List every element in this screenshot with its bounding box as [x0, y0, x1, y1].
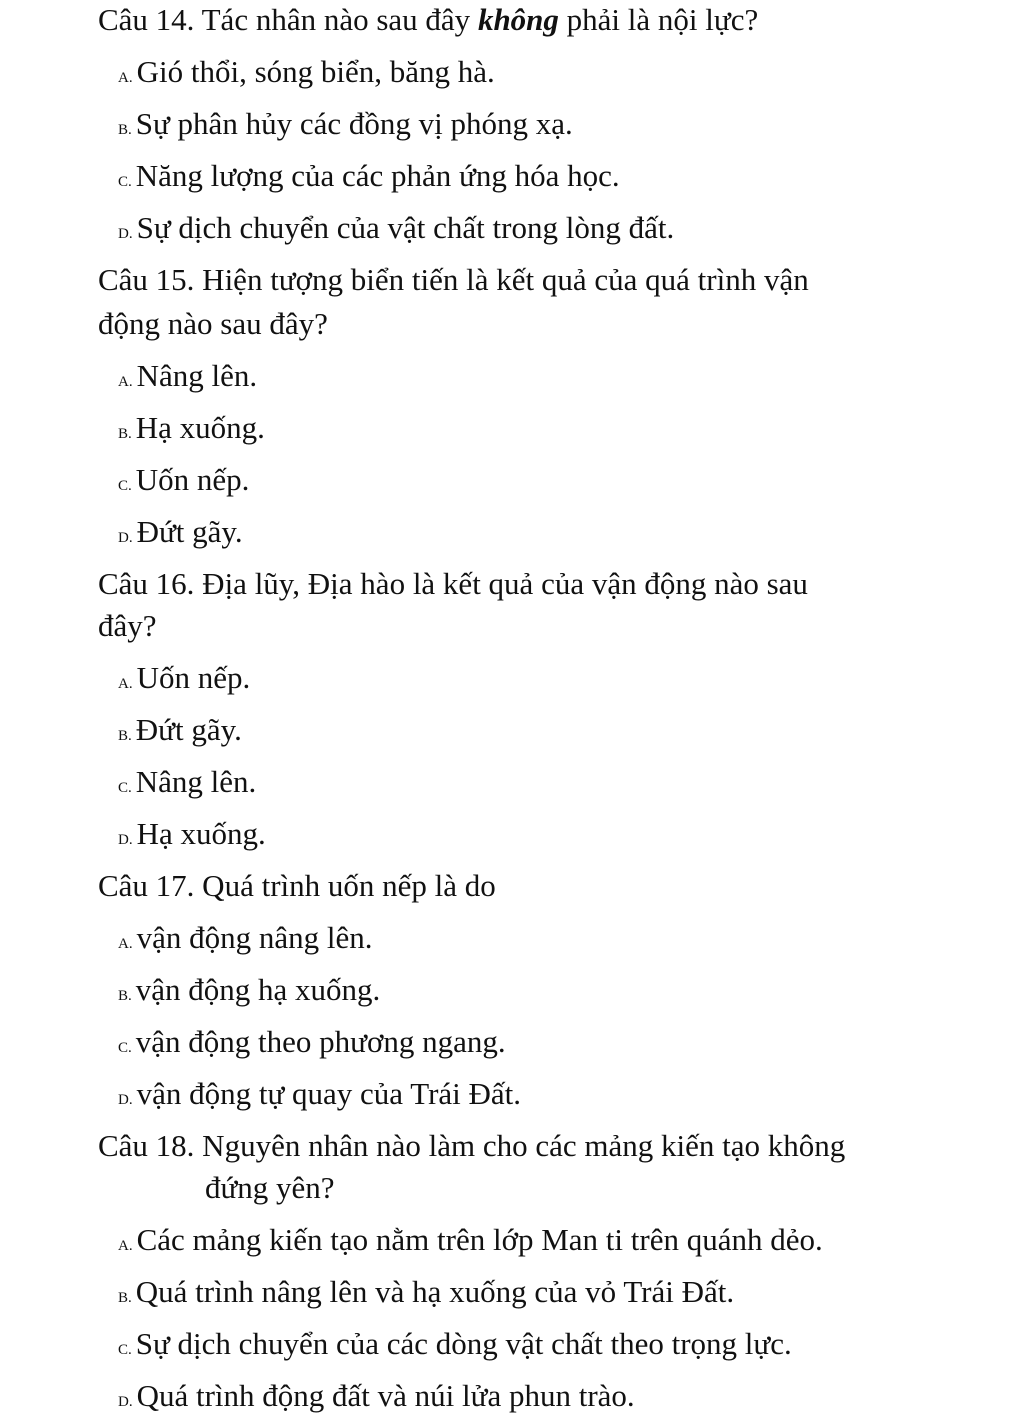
- question-17-title: Câu 17. Quá trình uốn nếp là do: [98, 868, 496, 903]
- option-letter: A.: [118, 374, 133, 390]
- question-16-option-c: [118, 762, 256, 808]
- option-letter: B.: [118, 426, 132, 442]
- option-letter: D.: [118, 226, 133, 242]
- question-17-option-c: [118, 1022, 506, 1068]
- option-letter: C.: [118, 478, 132, 494]
- option-text: Năng lượng của các phản ứng hóa học.: [135, 158, 620, 193]
- question-15-option-a: [118, 356, 257, 402]
- option-letter: A.: [118, 70, 133, 86]
- option-text: vận động tự quay của Trái Đất.: [136, 1076, 522, 1111]
- option-text: Gió thổi, sóng biển, băng hà.: [136, 54, 495, 89]
- question-15-option-c: [118, 460, 249, 506]
- option-text: Nâng lên.: [135, 764, 257, 799]
- option-text: Uốn nếp.: [136, 660, 251, 695]
- option-letter: B.: [118, 988, 132, 1004]
- question-14-option-b: [118, 104, 573, 150]
- option-letter: D.: [118, 1092, 133, 1108]
- question-14-emphasis: không: [477, 2, 559, 37]
- option-letter: A.: [118, 676, 133, 692]
- option-text: Sự dịch chuyển của các dòng vật chất theo trọng lực.: [135, 1326, 792, 1361]
- option-letter: D.: [118, 832, 133, 848]
- question-18-option-b: [118, 1272, 734, 1318]
- option-text: Quá trình động đất và núi lửa phun trào.: [136, 1378, 635, 1413]
- option-letter: C.: [118, 174, 132, 190]
- option-text: vận động nâng lên.: [136, 920, 373, 955]
- option-text: Đứt gãy.: [136, 514, 243, 549]
- option-letter: B.: [118, 728, 132, 744]
- option-text: Uốn nếp.: [135, 462, 250, 497]
- option-letter: C.: [118, 1342, 132, 1358]
- option-letter: C.: [118, 1040, 132, 1056]
- option-letter: B.: [118, 122, 132, 138]
- question-14-title: [98, 0, 758, 40]
- question-16-option-b: [118, 710, 242, 756]
- question-15-option-b: [118, 408, 265, 454]
- option-letter: D.: [118, 530, 133, 546]
- option-text: Hạ xuống.: [135, 410, 265, 445]
- option-letter: D.: [118, 1394, 133, 1410]
- question-14-option-c: [118, 156, 620, 202]
- question-17-option-b: [118, 970, 380, 1016]
- option-text: Các mảng kiến tạo nằm trên lớp Man ti trên quánh dẻo.: [136, 1222, 823, 1257]
- option-text: Hạ xuống.: [136, 816, 266, 851]
- option-letter: B.: [118, 1290, 132, 1306]
- question-17-option-a: [118, 918, 372, 964]
- question-14-option-a: [118, 52, 495, 98]
- option-text: Nâng lên.: [136, 358, 258, 393]
- question-16-title-cont: đây?: [98, 608, 157, 643]
- option-text: Sự dịch chuyển của vật chất trong lòng đất.: [136, 210, 675, 245]
- option-text: Quá trình nâng lên và hạ xuống của vỏ Trái Đất.: [135, 1274, 735, 1309]
- option-text: vận động hạ xuống.: [135, 972, 381, 1007]
- question-18-title: Câu 18. Nguyên nhân nào làm cho các mảng kiến tạo không: [98, 1128, 846, 1163]
- question-18-title-cont: đứng yên?: [205, 1170, 335, 1205]
- question-15-option-d: [118, 512, 243, 558]
- question-18-option-c: [118, 1324, 792, 1370]
- option-text: vận động theo phương ngang.: [135, 1024, 506, 1059]
- question-15-title: Câu 15. Hiện tượng biển tiến là kết quả của quá trình vận: [98, 262, 809, 297]
- question-18-option-d: [118, 1376, 635, 1422]
- question-14-suffix: phải là nội lực?: [558, 2, 759, 37]
- question-14-option-d: [118, 208, 674, 254]
- option-letter: C.: [118, 780, 132, 796]
- question-15-title-cont: động nào sau đây?: [98, 306, 328, 341]
- question-18-option-a: [118, 1220, 823, 1266]
- question-16-option-a: [118, 658, 250, 704]
- question-14-prefix: Câu 14. Tác nhân nào sau đây: [98, 2, 478, 37]
- question-16-title: Câu 16. Địa lũy, Địa hào là kết quả của vận động nào sau: [98, 566, 808, 601]
- option-text: Sự phân hủy các đồng vị phóng xạ.: [135, 106, 573, 141]
- option-text: Đứt gãy.: [135, 712, 242, 747]
- option-letter: A.: [118, 936, 133, 952]
- option-letter: A.: [118, 1238, 133, 1254]
- question-16-option-d: [118, 814, 266, 860]
- question-17-option-d: [118, 1074, 521, 1120]
